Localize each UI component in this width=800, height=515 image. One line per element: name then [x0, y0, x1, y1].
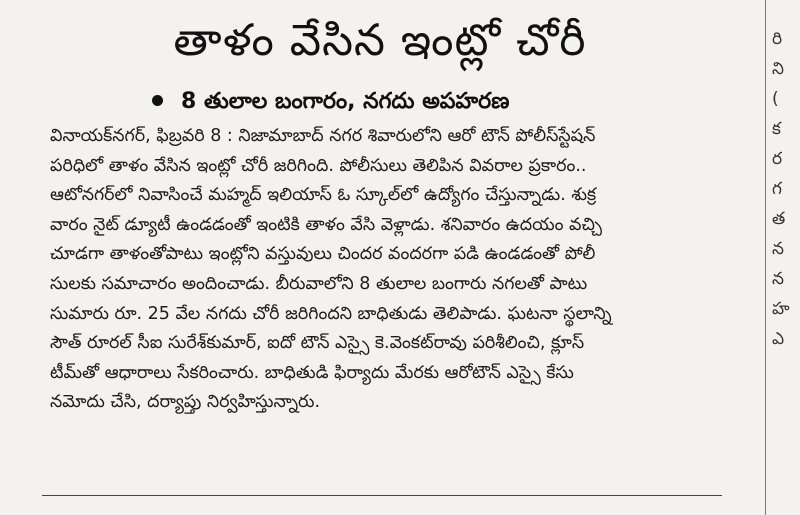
fragment: (: [772, 89, 779, 109]
fragment: గ: [772, 179, 782, 199]
fragment: ఎ: [772, 329, 785, 349]
body-line: సుమారు రూ. 25 వేల నగదు చోరీ జరిగిందని బాధితుడు తెలిపాడు. ఘటనా స్థలాన్ని: [50, 303, 612, 324]
fragment: త: [772, 209, 786, 229]
body-line: ఆటోనగర్‌లో నివాసించే మహ్మద్‌ ఇలియాస్‌ ఓ స్కూల్‌లో ఉద్యోగం చేస్తున్నాడు. శుక్ర: [50, 185, 597, 206]
article-body: [50, 122, 750, 418]
fragment: హ: [772, 299, 790, 319]
body-line: పరిధిలో తాళం వేసిన ఇంట్లో చోరీ జరిగింది. పోలీసులు తెలిపిన వివరాల ప్రకారం..: [50, 155, 587, 176]
fragment: క: [772, 119, 781, 139]
bullet-icon: [152, 95, 163, 106]
fragment: న: [772, 269, 784, 289]
article-headline: తాళం వేసిన ఇంట్లో చోరీ: [173, 15, 587, 66]
fragment: ర: [772, 149, 783, 169]
fragment: రి: [772, 29, 783, 49]
body-line: టీమ్‌తో ఆధారాలు సేకరించారు. బాధితుడి ఫిర్యాదు మేరకు ఆరోటౌన్‌ ఎస్సై కేసు: [50, 362, 574, 383]
fragment: న: [772, 239, 784, 259]
body-line: నమోదు చేసి, దర్యాప్తు నిర్వహిస్తున్నారు.: [50, 392, 321, 413]
body-line: వారం నైట్‌ డ్యూటీ ఉండడంతో ఇంటికి తాళం వేసి వెళ్లాడు. శనివారం ఉదయం వచ్చి: [50, 214, 602, 235]
body-line: సౌత్‌ రూరల్‌ సీఐ సురేశ్‌కుమార్‌, ఐదో టౌన్‌ ఎస్సై కె.వెంకట్‌రావు పరిశీలించి, క్లూస్‌: [50, 333, 585, 354]
column-divider: [765, 0, 766, 515]
body-line: సులకు సమాచారం అందించాడు. బీరువాలోని 8 తులాల బంగారు నగలతో పాటు: [50, 273, 588, 294]
article-subheading: [152, 84, 509, 120]
body-line: చూడగా తాళంతోపాటు ఇంట్లోని వస్తువులు చిందర వందరగా పడి ఉండడంతో పోలీ: [50, 244, 596, 265]
body-line: వినాయక్‌నగర్‌, ఫిబ్రవరి 8 : నిజామాబాద్‌ నగర శివారులోని ఆరో టౌన్‌ పోలీస్‌స్టేషన్‌: [50, 126, 596, 146]
subheading-text: 8 తులాల బంగారం, నగదు అపహరణ: [181, 89, 510, 114]
article-bottom-rule: [42, 495, 722, 496]
fragment: ని: [772, 59, 784, 79]
adjacent-column-fragments: [772, 24, 800, 354]
